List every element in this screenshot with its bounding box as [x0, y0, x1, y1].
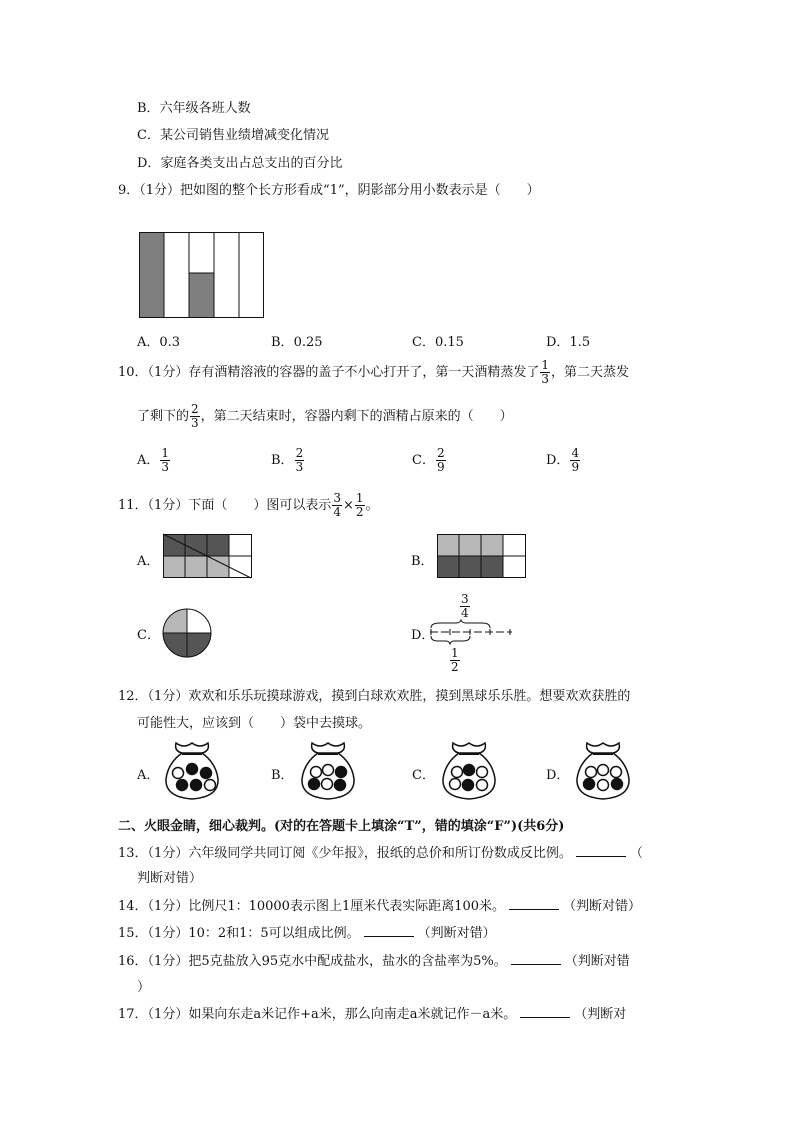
q9-shaded-half-column: [189, 273, 214, 318]
black-ball: [584, 779, 595, 790]
q12-stem-line1: 12．（1分）欢欢和乐乐玩摸球游戏，摸到白球欢欢胜，摸到黑球乐乐胜。想要欢欢获胜的: [118, 689, 631, 704]
black-ball: [191, 780, 202, 791]
q10-stem-line1: 10．（1分）存有酒精溶液的容器的盖子不小心打开了，第一天酒精蒸发了 $\frac{1}{3}$ ，第二天蒸发: [118, 358, 629, 386]
q10-option-c: C． $\frac{2}{9}$: [412, 446, 445, 474]
q8-option-c: C．某公司销售业绩增减变化情况: [137, 128, 329, 143]
white-ball: [586, 767, 597, 778]
q11-option-d-figure: [430, 620, 516, 644]
q13: 13．（1分）六年级同学共同订阅《少年报》，报纸的总价和所订份数成反比例。 （: [118, 846, 643, 861]
q12-option-b-label: B．: [271, 768, 294, 783]
q13-line2: 判断对错）: [137, 871, 203, 886]
white-ball: [452, 767, 463, 778]
q11-fraction-3-4: $\frac{3}{4}$: [333, 491, 341, 519]
q10-stem-line2: 了剩下的 $\frac{2}{3}$ ，第二天结束时，容器内剩下的酒精占原来的（ ）: [137, 402, 513, 430]
black-ball: [309, 779, 320, 790]
white-ball: [311, 767, 322, 778]
q9-option-c: C．0.15: [412, 335, 464, 350]
q9-shaded-column: [139, 232, 164, 318]
q12-bag-a: [160, 739, 224, 803]
black-ball: [612, 779, 623, 790]
white-ball: [450, 779, 461, 790]
black-ball: [336, 767, 347, 778]
q10-fraction-1-3: $\frac{1}{3}$: [541, 358, 549, 386]
q11-stem: 11．（1分）下面（ ）图可以表示 $\frac{3}{4}$ × $\frac{1}{2}$ 。: [118, 491, 379, 519]
q11-option-d-label: D．: [411, 628, 435, 643]
q11-option-b-figure: [437, 534, 527, 580]
q16-answer-blank[interactable]: [511, 953, 561, 965]
q12-stem-line2: 可能性大，应该到（ ）袋中去摸球。: [137, 716, 372, 731]
white-ball: [598, 765, 609, 776]
q11-option-a-label: A．: [137, 554, 160, 569]
q15: 15．（1分）10：2和1：5可以组成比例。 （判断对错）: [118, 926, 496, 941]
q11-option-c-figure: [162, 608, 214, 658]
q10-option-b: B． $\frac{2}{3}$: [271, 446, 304, 474]
black-ball: [177, 780, 188, 791]
black-ball: [201, 768, 212, 779]
q12-option-c-label: C．: [412, 768, 435, 783]
q12-option-d-label: D．: [546, 768, 570, 783]
q9-option-d: D．1.5: [546, 335, 591, 350]
white-ball: [598, 780, 609, 791]
q14-answer-blank[interactable]: [509, 898, 559, 910]
q10-fraction-2-3: $\frac{2}{3}$: [191, 402, 199, 430]
q17-answer-blank[interactable]: [520, 1006, 570, 1018]
white-ball: [322, 779, 333, 790]
q11-option-d-top-fraction: $\frac{3}{4}$: [461, 592, 469, 620]
q10-option-d: D． $\frac{4}{9}$: [546, 446, 580, 474]
q17: 17．（1分）如果向东走a米记作+a米，那么向南走a米就记作－a米。 （判断对: [118, 1007, 627, 1022]
q10-option-a: A． $\frac{1}{3}$: [137, 446, 170, 474]
section-2-title: 二、火眼金睛，细心裁判。(对的在答题卡上填涂“T”，错的填涂“F”)(共6分): [118, 819, 565, 834]
q16-line2: ）: [137, 980, 151, 995]
q8-option-b: B．六年级各班人数: [137, 101, 251, 116]
q11-option-b-label: B．: [411, 554, 434, 569]
q12-bag-d: [571, 739, 635, 803]
q12-bag-b: [296, 739, 360, 803]
q12-option-a-label: A．: [137, 768, 160, 783]
q11-option-c-label: C．: [137, 628, 160, 643]
q8-option-d: D．家庭各类支出占总支出的百分比: [137, 156, 343, 171]
white-ball: [205, 780, 216, 791]
q11-option-d-bottom-fraction: $\frac{1}{2}$: [451, 646, 459, 674]
q9-option-a: A．0.3: [137, 335, 181, 350]
q11-fraction-1-2: $\frac{1}{2}$: [355, 491, 364, 519]
q9-stem: 9．（1分）把如图的整个长方形看成“1”，阴影部分用小数表示是（ ）: [118, 183, 540, 198]
q11-option-a-figure: [163, 534, 253, 580]
black-ball: [335, 780, 346, 791]
q12-bag-c: [437, 739, 501, 803]
white-ball: [477, 767, 488, 778]
q16: 16．（1分）把5克盐放入95克水中配成盐水，盐水的含盐率为5%。 （判断对错: [118, 954, 630, 969]
q13-answer-blank[interactable]: [576, 845, 626, 857]
white-ball: [477, 780, 488, 791]
white-ball: [173, 768, 184, 779]
white-ball: [611, 767, 622, 778]
black-ball: [187, 764, 198, 775]
q15-answer-blank[interactable]: [364, 925, 414, 937]
q9-rectangle-figure: [139, 232, 265, 320]
white-ball: [323, 765, 334, 776]
q9-option-b: B．0.25: [271, 335, 323, 350]
black-ball: [464, 765, 475, 776]
q14: 14．（1分）比例尺1：10000表示图上1厘米代表实际距离100米。 （判断对错）: [118, 899, 642, 914]
black-ball: [463, 780, 474, 791]
